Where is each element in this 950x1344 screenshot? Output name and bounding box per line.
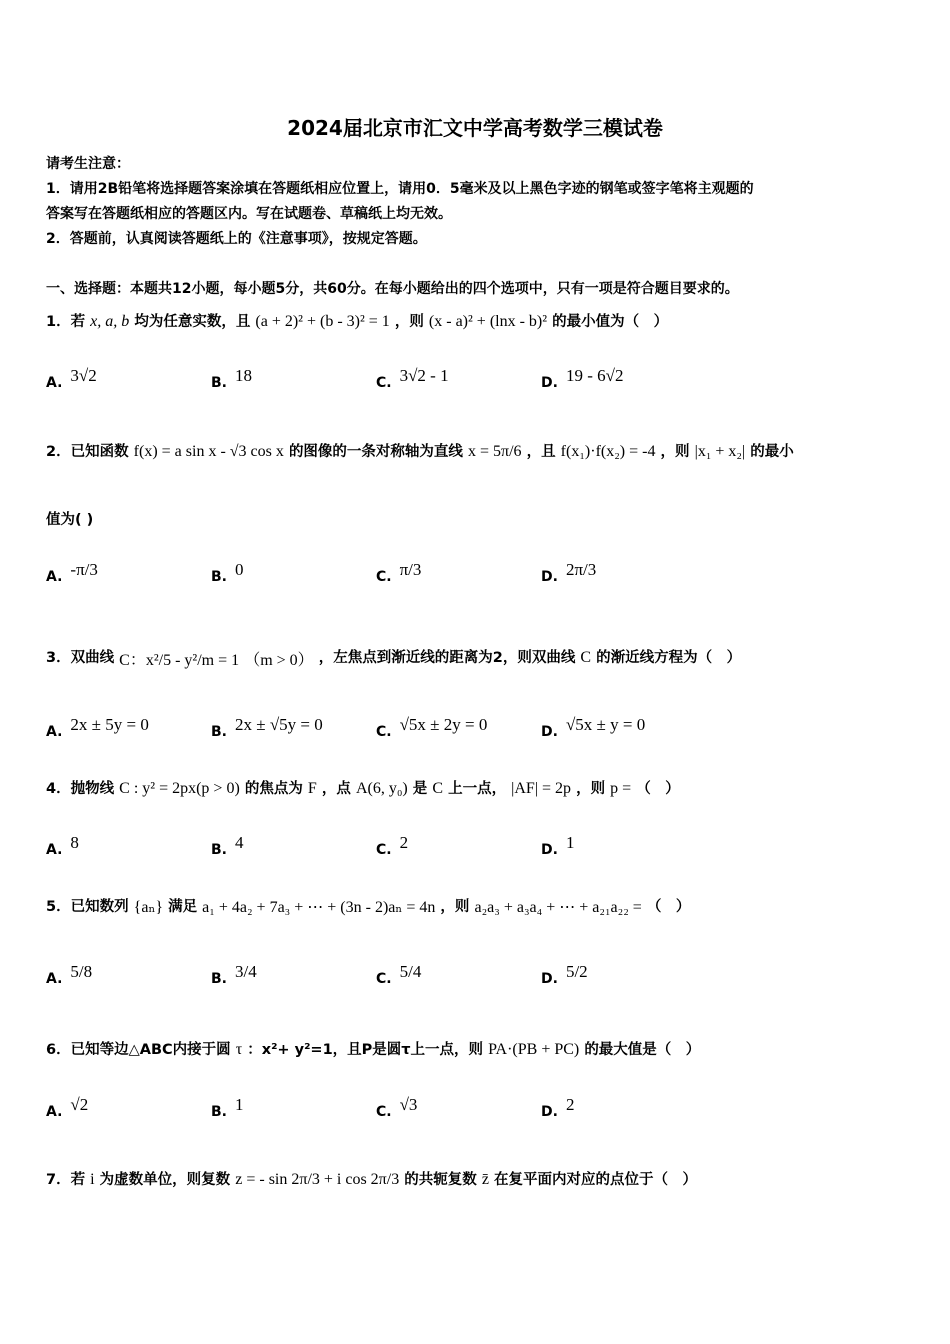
q1-option-d[interactable]: D. 19 - 6√2 [541, 366, 624, 391]
q2-continued: 值为( ) [46, 512, 94, 528]
notice-line-3: 2．答题前，认真阅读答题纸上的《注意事项》，按规定答题。 [46, 231, 427, 247]
q3-num: 3．双曲线 [46, 650, 115, 666]
q3-option-a[interactable]: A. 2x ± 5y = 0 [46, 715, 149, 740]
q7-expr-3: z̄ [481, 1171, 489, 1188]
q3-text-2: 的渐近线方程为（ ） [596, 650, 742, 666]
q2-option-b[interactable]: B. 0 [211, 560, 244, 585]
q6-expr-1: τ [235, 1041, 243, 1058]
q4-text-5: ，则 [576, 781, 606, 797]
q3-expr-2: （m > 0） [244, 651, 314, 669]
q3-text-1: ，左焦点到渐近线的距离为2，则双曲线 [318, 650, 576, 666]
q6-expr-2: PA·(PB + PC) [488, 1041, 580, 1058]
q7-text-3: 在复平面内对应的点位于（ ） [494, 1172, 697, 1188]
q6-option-a[interactable]: A. √2 [46, 1095, 89, 1120]
q1-expr-2: (x - a)² + (lnx - b)² [428, 313, 548, 330]
question-2 [46, 440, 794, 461]
page-title: 2024届北京市汇文中学高考数学三模试卷 [287, 116, 663, 140]
q4-text-3: 是 [412, 781, 428, 797]
q4-option-d[interactable]: D. 1 [541, 833, 575, 858]
question-7 [46, 1168, 697, 1189]
q4-option-a[interactable]: A. 8 [46, 833, 79, 858]
q4-expr-3: A(6, y₀) [355, 780, 408, 797]
q2-text-3: ，则 [660, 444, 690, 460]
question-1 [46, 310, 668, 331]
q1-option-c[interactable]: C. 3√2 - 1 [376, 366, 449, 391]
q7-text-2: 的共轭复数 [404, 1172, 477, 1188]
q2-option-c[interactable]: C. π/3 [376, 560, 422, 585]
q4-expr-2: F [307, 780, 317, 797]
q7-expr-2: z = - sin 2π/3 + i cos 2π/3 [235, 1171, 400, 1188]
question-6 [46, 1038, 700, 1059]
q1-text-1: 均为任意实数，且 [134, 314, 251, 330]
q2-option-d[interactable]: D. 2π/3 [541, 560, 597, 585]
q1-option-a[interactable]: A. 3√2 [46, 366, 97, 391]
q2-expr-4: |x₁ + x₂| [694, 443, 746, 460]
q1-text-3: 的最小值为（ ） [552, 314, 669, 330]
q5-expr-1: {aₙ} [133, 899, 164, 916]
q4-option-c[interactable]: C. 2 [376, 833, 409, 858]
q4-option-b[interactable]: B. 4 [211, 833, 244, 858]
q6-text-1: ：x²+ y²=1，且P是圆τ上一点，则 [247, 1042, 484, 1058]
q5-expr-3: a₂a₃ + a₃a₄ + ⋯ + a₂₁a₂₂ = [474, 899, 642, 916]
q4-num: 4．抛物线 [46, 781, 115, 797]
q4-expr-6: p = [610, 780, 632, 797]
q4-expr-1: C : y² = 2px(p > 0) [119, 780, 240, 797]
q1-vars: x, a, b [90, 313, 130, 330]
q4-text-2: ，点 [321, 781, 351, 797]
q1-option-b[interactable]: B. 18 [211, 366, 252, 391]
q2-option-a[interactable]: A. -π/3 [46, 560, 98, 585]
q4-text-6: （ ） [636, 781, 680, 797]
q4-expr-4: C [432, 780, 444, 797]
notice-line-2: 答案写在答题纸相应的答题区内。写在试题卷、草稿纸上均无效。 [46, 206, 452, 222]
q2-text-2: ，且 [526, 444, 556, 460]
q5-text-2: ，则 [440, 899, 470, 915]
q6-text-2: 的最大值是（ ） [584, 1042, 701, 1058]
q5-option-c[interactable]: C. 5/4 [376, 962, 422, 987]
q5-num: 5．已知数列 [46, 899, 129, 915]
q5-expr-2: a₁ + 4a₂ + 7a₃ + ⋯ + (3n - 2)aₙ = 4n [202, 899, 436, 916]
q6-option-b[interactable]: B. 1 [211, 1095, 244, 1120]
q5-text-3: （ ） [646, 899, 691, 915]
q6-num: 6．已知等边△ABC内接于圆 [46, 1042, 231, 1058]
q4-text-1: 的焦点为 [244, 781, 303, 797]
question-3 [46, 646, 741, 670]
q5-option-b[interactable]: B. 3/4 [211, 962, 257, 987]
q5-text-1: 满足 [168, 899, 198, 915]
q1-expr-1: (a + 2)² + (b - 3)² = 1 [255, 313, 390, 330]
q6-option-d[interactable]: D. 2 [541, 1095, 575, 1120]
q3-option-d[interactable]: D. √5x ± y = 0 [541, 715, 646, 740]
q1-num: 1．若 [46, 314, 86, 330]
q3-option-c[interactable]: C. √5x ± 2y = 0 [376, 715, 488, 740]
q4-text-4: 上一点， [448, 781, 507, 797]
notice-line-1: 1．请用2B铅笔将选择题答案涂填在答题纸相应位置上，请用0．5毫米及以上黑色字迹的钢笔或签字笔将主观题的 [46, 181, 754, 197]
q5-option-d[interactable]: D. 5/2 [541, 962, 588, 987]
q4-expr-5: |AF| = 2p [511, 780, 572, 797]
q7-expr-1: i [90, 1171, 95, 1188]
q1-text-2: ，则 [394, 314, 424, 330]
question-4 [46, 777, 680, 798]
q2-expr-2: x = 5π/6 [468, 443, 522, 460]
q2-num: 2．已知函数 [46, 444, 129, 460]
question-5 [46, 895, 690, 917]
q6-option-c[interactable]: C. √3 [376, 1095, 418, 1120]
q3-expr-1: C：x²/5 - y²/m = 1 [119, 651, 240, 669]
q2-expr-1: f(x) = a sin x - √3 cos x [133, 443, 284, 460]
section-heading: 一、选择题：本题共12小题，每小题5分，共60分。在每小题给出的四个选项中，只有一项是符合题目要求的。 [46, 281, 739, 297]
q7-num: 7．若 [46, 1172, 86, 1188]
q7-text-1: 为虚数单位，则复数 [99, 1172, 231, 1188]
q2-text-4: 的最小 [750, 444, 794, 460]
notice-heading: 请考生注意： [46, 156, 130, 172]
q2-text-1: 的图像的一条对称轴为直线 [288, 444, 463, 460]
q5-option-a[interactable]: A. 5/8 [46, 962, 93, 987]
q3-expr-3: C [580, 649, 592, 666]
q2-expr-3: f(x₁)·f(x₂) = -4 [560, 443, 656, 460]
q3-option-b[interactable]: B. 2x ± √5y = 0 [211, 715, 323, 740]
